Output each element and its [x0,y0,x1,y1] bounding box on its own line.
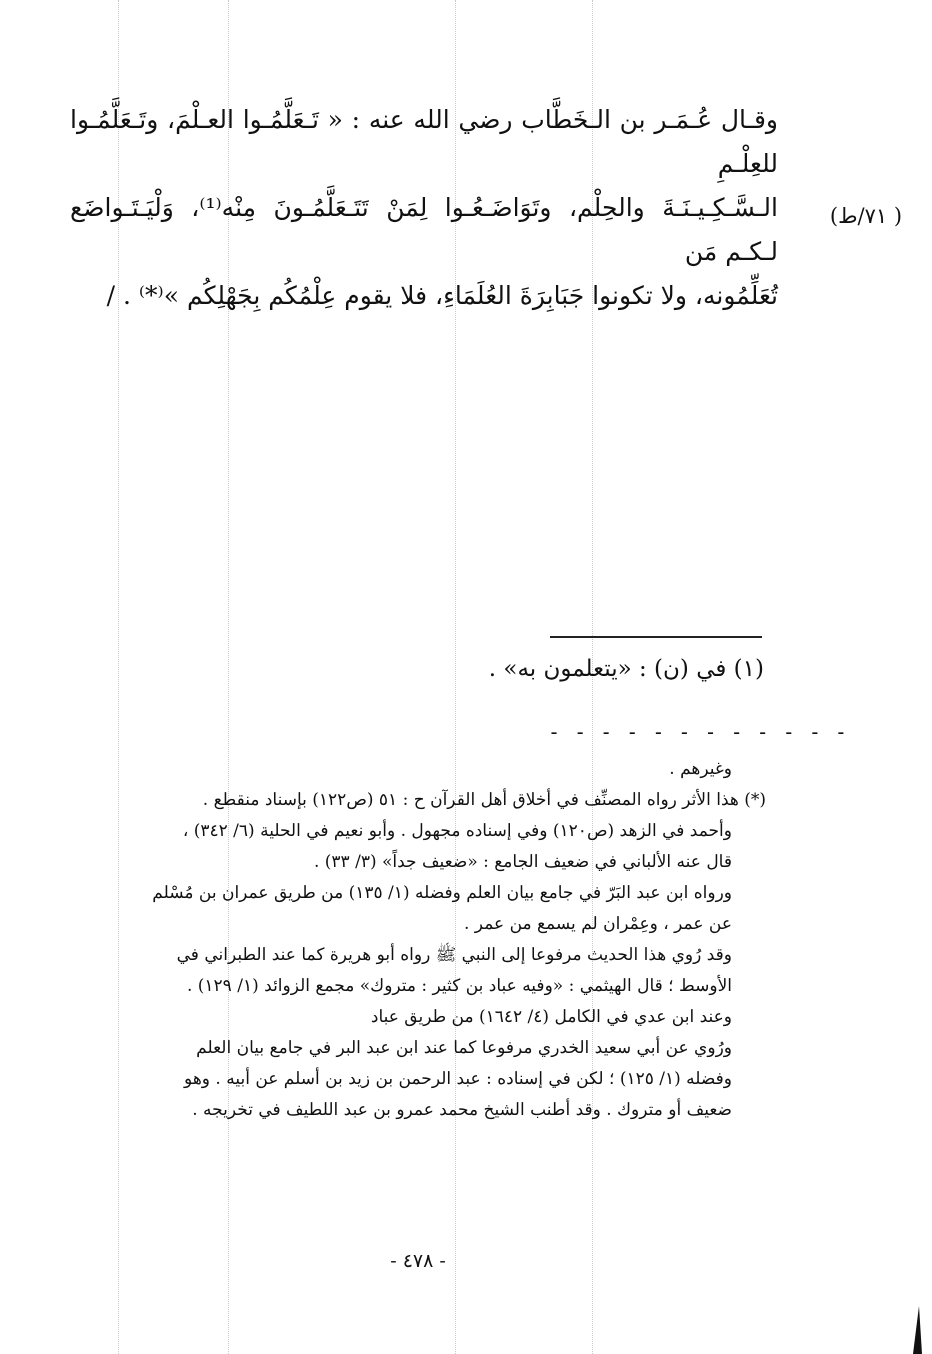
footnote-1: (١) في (ن) : «يتعلمون به» . [488,656,764,682]
note-line: ورواه ابن عبد البَرّ في جامع بيان العلم وفضله (١/ ١٣٥) من طريق عمران بن مُسْلم [152,883,732,903]
main-text-line: وقـال عُـمَـر بن الـخَطَّاب رضي الله عنه : « تَـعَلَّمُـوا العـلْمَ، وتَـعَلَّمُـوا للعِلْـمِ [70,105,778,178]
main-text-line: الـسَّـكِـيـنَـةَ والحِلْم، وتَوَاضَـعُـوا لِمَنْ تَتَـعَلَّمُـونَ مِنْه⁽¹⁾، وَلْيَـتَـواضَع لـكـم مَن [70,193,778,266]
main-text [70,98,778,318]
manuscript-page-marker: ( ٧١/ط) [829,204,903,228]
note-line: الأوسط ؛ قال الهيثمي : «وفيه عباد بن كثير : متروك» مجمع الزوائد (١/ ١٢٩) . [186,976,732,996]
note-line: قال عنه الألباني في ضعيف الجامع : «ضعيف جداً» (٣/ ٣٣) . [313,852,732,872]
editor-notes [66,754,766,1126]
note-line: وقد رُوي هذا الحديث مرفوعا إلى النبي ﷺ رواه أبو هريرة كما عند الطبراني في [176,945,732,965]
note-line: وعند ابن عدي في الكامل (٤/ ١٦٤٢) من طريق عباد [370,1007,732,1027]
note-line: عن عمر ، وعِمْران لم يسمع من عمر . [464,914,732,934]
page-number: - ٤٧٨ - [390,1250,446,1272]
scan-edge-mark [913,1306,922,1354]
note-line: ورُوي عن أبي سعيد الخدري مرفوعا كما عند ابن عبد البر في جامع بيان العلم [196,1038,732,1058]
main-text-line: تُعَلِّمُونه، ولا تكونوا جَبَابِرَةَ العُلَمَاءِ، فلا يقوم عِلْمُكُم بِجَهْلِكُم »⁽*⁾ . / [106,281,778,310]
note-line: ضعيف أو متروك . وقد أطنب الشيخ محمد عمرو بن عبد اللطيف في تخريجه . [192,1100,732,1120]
footnote-rule [550,636,762,638]
note-line: وأحمد في الزهد (ص١٢٠) وفي إسناده مجهول . وأبو نعيم في الحلية (٦/ ٣٤٢) ، [182,821,732,841]
footnote-separator: - - - - - - - - - - - - [548,720,848,744]
note-line: وفضله (١/ ١٢٥) ؛ لكن في إسناده : عبد الرحمن بن زيد بن أسلم عن أبيه . وهو [184,1069,732,1089]
note-line: (*) هذا الأثر رواه المصنِّف في أخلاق أهل القرآن ح : ٥١ (ص١٢٢) بإسناد منقطع . [202,790,766,810]
note-line: وغيرهم . [669,759,732,779]
